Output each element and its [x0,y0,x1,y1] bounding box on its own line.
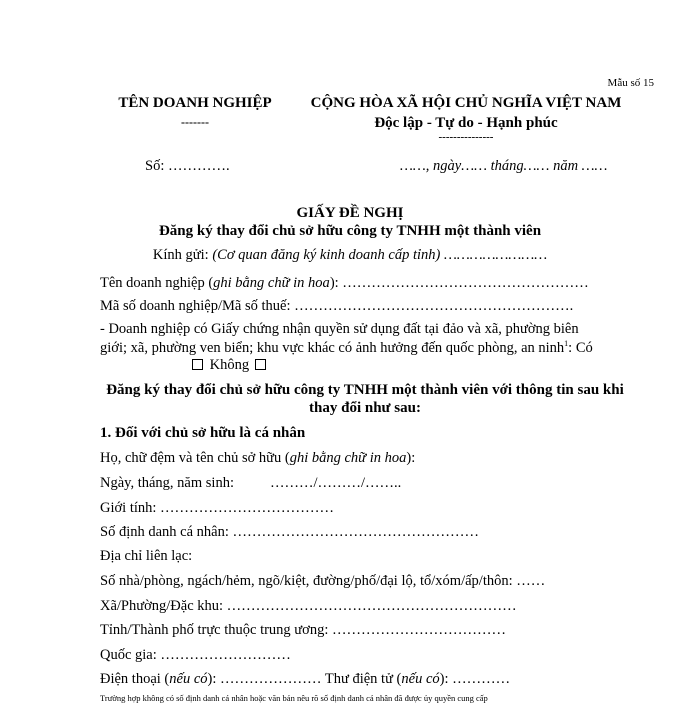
company-name-hint: ghi bằng chữ in hoa [213,275,330,291]
house-number-field: Số nhà/phòng, ngách/hẻm, ngõ/kiệt, đường/phố/đại lộ, tổ/xóm/ấp/thôn: …… [100,573,546,589]
footnote: Trường hợp không có số định danh cá nhân hoặc văn bản nêu rõ số định danh cá nhân đã được ủy quyền cung cấp [100,693,488,703]
section-intro-line2: thay đổi như sau: [309,400,421,416]
phone-hint: nếu có [169,671,208,687]
nationality-field: Quốc gia: ……………………… [100,647,291,663]
company-title: TÊN DOANH NGHIỆP [118,95,272,111]
email-hint: nếu có [401,671,440,687]
land-certificate-line1: - Doanh nghiệp có Giấy chứng nhận quyền sử dụng đất tại đảo và xã, phường biên [100,321,579,337]
recipient-line [0,247,700,264]
footnote-ref: 1 [564,339,569,348]
contact-field [100,671,510,688]
document-subtitle: Đăng ký thay đổi chủ sở hữu công ty TNHH một thành viên [158,223,542,239]
company-dash: ------- [181,115,209,129]
section1-heading: 1. Đối với chủ sở hữu là cá nhân [100,425,306,441]
province-field: Tỉnh/Thành phố trực thuộc trung ương: ……………………………… [100,622,506,638]
tax-code-field: Mã số doanh nghiệp/Mã số thuế: …………………………………………………. [100,298,574,314]
motto: Độc lập - Tự do - Hạnh phúc [374,115,558,131]
ward-field: Xã/Phường/Đặc khu: …………………………………………………… [100,598,517,614]
document-number: Số: …………. [145,158,230,174]
checkbox-no[interactable] [255,359,266,370]
date-line: ……, ngày…… tháng…… năm …… [400,158,608,174]
phone-dots: ): ………………… Thư điện tử ( [207,671,402,687]
address-label: Địa chỉ liên lạc: [100,548,193,564]
republic-title: CỘNG HÒA XÃ HỘI CHỦ NGHĨA VIỆT NAM [310,95,622,111]
checkbox-yes[interactable] [192,359,203,370]
land-options [190,357,269,374]
option-yes-label: : Có [568,339,593,356]
option-no-label: Không [209,357,250,373]
form-number: Mẫu số 15 [607,77,654,89]
section-intro-line1: Đăng ký thay đổi chủ sở hữu công ty TNHH một thành viên với thông tin sau khi [106,382,624,398]
company-name-dots: ): …………………………………………… [329,275,589,291]
land-certificate-line2 [100,339,593,357]
owner-fullname-field [100,450,415,467]
fullname-hint: ghi bằng chữ in hoa [289,450,407,466]
id-number-field: Số định danh cá nhân: …………………………………………… [100,524,479,540]
company-name-label: Tên doanh nghiệp ( [100,275,214,291]
company-name-field [100,275,589,292]
recipient-label: Kính gửi: [152,247,209,263]
phone-label: Điện thoại ( [100,671,170,687]
motto-dash: --------------- [438,131,494,143]
birth-date-dots: ………/………/…….. [270,475,402,491]
fullname-end: ): [406,450,416,466]
gender-field: Giới tính: ……………………………… [100,500,335,516]
recipient-value: (Cơ quan đăng ký kinh doanh cấp tỉnh) …………………… [212,247,548,263]
land-line2-text: giới; xã, phường ven biển; khu vực khác có ảnh hưởng đến quốc phòng, an ninh [100,339,565,356]
email-dots: ): ………… [439,671,511,687]
document-title: GIẤY ĐỀ NGHỊ [296,205,404,221]
birth-date-label: Ngày, tháng, năm sinh: [100,475,234,491]
fullname-label: Họ, chữ đệm và tên chủ sở hữu ( [100,450,290,466]
